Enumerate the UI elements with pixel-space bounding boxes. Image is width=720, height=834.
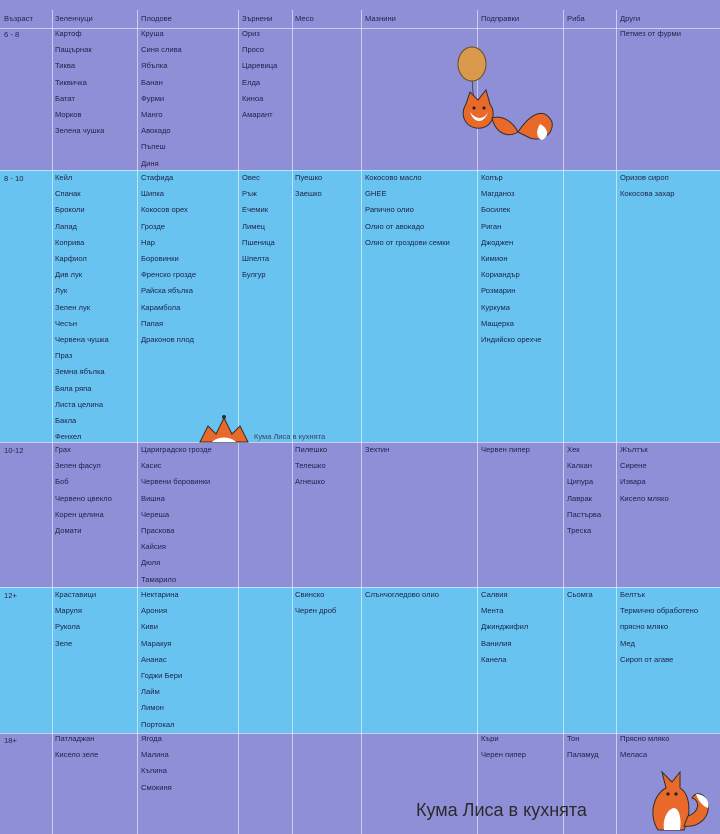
cell-fats-row-2 — [365, 442, 389, 458]
list-item: Лаврак — [567, 493, 593, 503]
list-item: Кимион — [481, 254, 508, 264]
sitting-fox-illustration — [630, 754, 716, 834]
age-10-12: 10-12 — [4, 446, 24, 455]
list-item: Белтък — [620, 590, 645, 599]
list-item: Карамбола — [141, 302, 181, 312]
list-item: Меласа — [620, 750, 648, 760]
list-item: Треска — [567, 526, 592, 536]
list-item: Рукола — [55, 622, 80, 632]
list-item: Кориандър — [481, 270, 520, 280]
list-item: Ягода — [141, 734, 162, 743]
list-item: Слънчогледово олио — [365, 590, 440, 599]
header-meat: Месо — [295, 14, 314, 23]
header-fruits: Плодове — [141, 14, 172, 23]
list-item: Пшеница — [242, 237, 275, 247]
list-item: Амарант — [242, 110, 273, 120]
list-item: Цариградско грозде — [141, 445, 212, 454]
cell-vegetables-row-1 — [55, 170, 109, 445]
list-item: Кисело мляко — [620, 493, 669, 503]
list-item: Копър — [481, 173, 503, 182]
list-item: Кейл — [55, 173, 73, 182]
list-item: Синя слива — [141, 45, 182, 55]
list-item: Черен дроб — [295, 606, 337, 616]
list-item: Картоф — [55, 29, 82, 38]
list-item: Френско грозде — [141, 270, 197, 280]
balloon-fox-illustration — [448, 44, 558, 144]
list-item: Термично обработено — [620, 606, 699, 616]
list-item: Праз — [55, 351, 73, 361]
list-item: Розмарин — [481, 286, 516, 296]
list-item: Лимон — [141, 703, 164, 713]
age-12plus: 12+ — [4, 591, 17, 600]
list-item: Банан — [141, 77, 163, 87]
list-item: Бяла ряпа — [55, 383, 92, 393]
cell-fruits-row-2 — [141, 442, 212, 588]
list-item: Магданоз — [481, 189, 515, 199]
list-item: Босилек — [481, 205, 511, 215]
list-item: Маракуя — [141, 638, 172, 648]
list-item: Пастърва — [567, 509, 602, 519]
age-18plus: 18+ — [4, 736, 17, 745]
list-item: Шипка — [141, 189, 165, 199]
header-grains: Зърнени — [242, 14, 273, 23]
list-item: Червено цвекло — [55, 493, 112, 503]
list-item: Оризов сироп — [620, 173, 669, 182]
list-item: Лук — [55, 286, 68, 296]
list-item: Нар — [141, 237, 155, 247]
list-item: Ориз — [242, 29, 260, 38]
cell-meat-row-3 — [295, 587, 336, 619]
list-item: Зелен фасул — [55, 461, 101, 471]
age-6-8: 6 - 8 — [4, 30, 20, 39]
list-item: Паламуд — [567, 750, 599, 760]
list-item: Зехтин — [365, 445, 390, 454]
list-item: Райска ябълка — [141, 286, 193, 296]
list-item: Бакла — [55, 416, 77, 426]
list-item: Спанак — [55, 189, 81, 199]
header-fats: Мазнини — [365, 14, 396, 23]
cell-grains-row-0 — [242, 26, 277, 123]
list-item: Стафида — [141, 173, 174, 182]
list-item: Тиква — [55, 61, 76, 71]
list-item: Червени боровинки — [141, 477, 211, 487]
list-item: Домати — [55, 526, 82, 536]
list-item: Червена чушка — [55, 335, 109, 345]
cell-other-row-0 — [620, 26, 681, 42]
list-item: Кисело зеле — [55, 750, 99, 760]
list-item: Малина — [141, 750, 169, 760]
cell-fish-row-3 — [567, 587, 593, 603]
list-item: Пащърнак — [55, 45, 92, 55]
list-item: Сирене — [620, 461, 647, 471]
list-item: Див лук — [55, 270, 83, 280]
list-item: Кокосова захар — [620, 189, 675, 199]
list-item: Кайсия — [141, 542, 167, 552]
list-item: Киноа — [242, 93, 264, 103]
list-item: Извара — [620, 477, 646, 487]
list-item: Ябълка — [141, 61, 168, 71]
list-item: Грах — [55, 445, 71, 454]
list-item: Кокосов орех — [141, 205, 188, 215]
list-item: Манго — [141, 110, 163, 120]
list-item: Заешко — [295, 189, 322, 199]
list-item: Маруля — [55, 606, 82, 616]
list-item: Драконов плод — [141, 335, 194, 345]
list-item: Ананас — [141, 654, 167, 664]
list-item: Олио от гроздови семки — [365, 237, 450, 247]
list-item: Авокадо — [141, 126, 171, 136]
list-item: Краставици — [55, 590, 97, 599]
cell-meat-row-1 — [295, 170, 322, 202]
list-item: Елда — [242, 77, 261, 87]
list-item: Фенхел — [55, 432, 82, 442]
list-item: Хек — [567, 445, 580, 454]
header-spices: Подправки — [481, 14, 520, 23]
list-item: Рапично олио — [365, 205, 414, 215]
list-item: Коприва — [55, 237, 85, 247]
list-item: Пилешко — [295, 445, 328, 454]
list-item: Лимец — [242, 221, 266, 231]
list-item: Круша — [141, 29, 164, 38]
cell-fruits-row-0 — [141, 26, 182, 172]
list-item: Земна ябълка — [55, 367, 105, 377]
list-item: Тон — [567, 734, 580, 743]
list-item: Вишна — [141, 493, 165, 503]
list-item: Смокиня — [141, 782, 172, 792]
list-item: Листа целина — [55, 399, 104, 409]
cell-fats-row-1 — [365, 170, 450, 251]
cell-fruits-row-3 — [141, 587, 182, 733]
list-item: Чесън — [55, 318, 78, 328]
list-item: GHEE — [365, 189, 387, 199]
list-item: Ечемик — [242, 205, 269, 215]
header-fish: Риба — [567, 14, 585, 23]
list-item: Череша — [141, 509, 170, 519]
list-item: Портокал — [141, 719, 175, 729]
list-item: Морков — [55, 110, 82, 120]
list-item: Овес — [242, 173, 260, 182]
list-item: Прясно мляко — [620, 734, 670, 743]
list-item: Праскова — [141, 526, 175, 536]
list-item: Ванилия — [481, 638, 512, 648]
cell-spices-row-3 — [481, 587, 528, 668]
list-item: Агнешко — [295, 477, 325, 487]
list-item: Мащерка — [481, 318, 514, 328]
list-item: Пуешко — [295, 173, 323, 182]
header-other: Други — [620, 14, 641, 23]
list-item: Тамарило — [141, 574, 177, 584]
list-item: Царевица — [242, 61, 278, 71]
list-item: Корен целина — [55, 509, 104, 519]
header-age: Възраст — [4, 14, 34, 23]
list-item: Шпелта — [242, 254, 270, 264]
list-item: Боровинки — [141, 254, 179, 264]
watermark-large: Кума Лиса в кухнята — [416, 800, 587, 820]
list-item: Риган — [481, 221, 502, 231]
list-item: Боб — [55, 477, 69, 487]
list-item: Джоджен — [481, 237, 514, 247]
list-item: Мед — [620, 638, 635, 648]
list-item: Салвия — [481, 590, 508, 599]
cell-other-row-2 — [620, 442, 669, 507]
list-item: Патладжан — [55, 734, 95, 743]
cell-fruits-row-4 — [141, 731, 172, 796]
cell-other-row-3 — [620, 587, 698, 668]
list-item: Касис — [141, 461, 162, 471]
list-item: Батат — [55, 93, 75, 103]
list-item: Червен пипер — [481, 445, 530, 454]
list-item: Тиквичка — [55, 77, 87, 87]
list-item: Канела — [481, 654, 507, 664]
cell-other-row-1 — [620, 170, 675, 202]
cell-spices-row-2 — [481, 442, 530, 458]
list-item: Къпина — [141, 766, 167, 776]
list-item: Ципура — [567, 477, 594, 487]
list-item: Ръж — [242, 189, 257, 199]
cell-grains-row-1 — [242, 170, 275, 283]
list-item: Джинджифил — [481, 622, 529, 632]
list-item: прясно мляко — [620, 622, 669, 632]
list-item: Киви — [141, 622, 158, 632]
cell-fats-row-3 — [365, 587, 439, 603]
cell-spices-row-1 — [481, 170, 541, 348]
list-item: Грозде — [141, 221, 166, 231]
list-item: Карфиол — [55, 254, 87, 264]
list-item: Зелена чушка — [55, 126, 105, 136]
list-item: Свинско — [295, 590, 325, 599]
list-item: Индийско орехче — [481, 335, 542, 345]
list-item: Жълтък — [620, 445, 648, 454]
list-item: Пъпеш — [141, 142, 166, 152]
watermark-small: Кума Лиса в кухнята — [254, 432, 326, 441]
cell-vegetables-row-3 — [55, 587, 96, 652]
list-item: Нектарина — [141, 590, 179, 599]
list-item: Лайм — [141, 687, 160, 697]
list-item: Зелен лук — [55, 302, 91, 312]
cell-fish-row-4 — [567, 731, 599, 763]
list-item: Дюля — [141, 558, 161, 568]
cell-vegetables-row-2 — [55, 442, 112, 539]
list-item: Годжи Бери — [141, 671, 183, 681]
list-item: Къри — [481, 734, 499, 743]
list-item: Кокосово масло — [365, 173, 422, 182]
list-item: Папая — [141, 318, 164, 328]
list-item: Петмез от фурми — [620, 29, 681, 38]
list-item: Булгур — [242, 270, 266, 280]
cell-fruits-row-1 — [141, 170, 196, 348]
list-item: Лапад — [55, 221, 77, 231]
list-item: Олио от авокадо — [365, 221, 425, 231]
cell-meat-row-2 — [295, 442, 327, 491]
list-item: Куркума — [481, 302, 510, 312]
list-item: Мента — [481, 606, 504, 616]
list-item: Сироп от агаве — [620, 654, 674, 664]
cell-vegetables-row-4 — [55, 731, 98, 763]
list-item: Телешко — [295, 461, 326, 471]
list-item: Диня — [141, 158, 159, 168]
list-item: Черен пипер — [481, 750, 526, 760]
cell-spices-row-4 — [481, 731, 526, 763]
list-item: Сьомга — [567, 590, 593, 599]
list-item: Просо — [242, 45, 265, 55]
list-item: Фурми — [141, 93, 165, 103]
list-item: Калкан — [567, 461, 592, 471]
age-8-10: 8 - 10 — [4, 174, 24, 183]
cell-fish-row-2 — [567, 442, 601, 539]
header-vegetables: Зеленчуци — [55, 14, 93, 23]
list-item: Броколи — [55, 205, 85, 215]
cell-vegetables-row-0 — [55, 26, 104, 139]
list-item: Зеле — [55, 638, 73, 648]
list-item: Арония — [141, 606, 168, 616]
small-fox-logo-icon — [198, 412, 250, 444]
